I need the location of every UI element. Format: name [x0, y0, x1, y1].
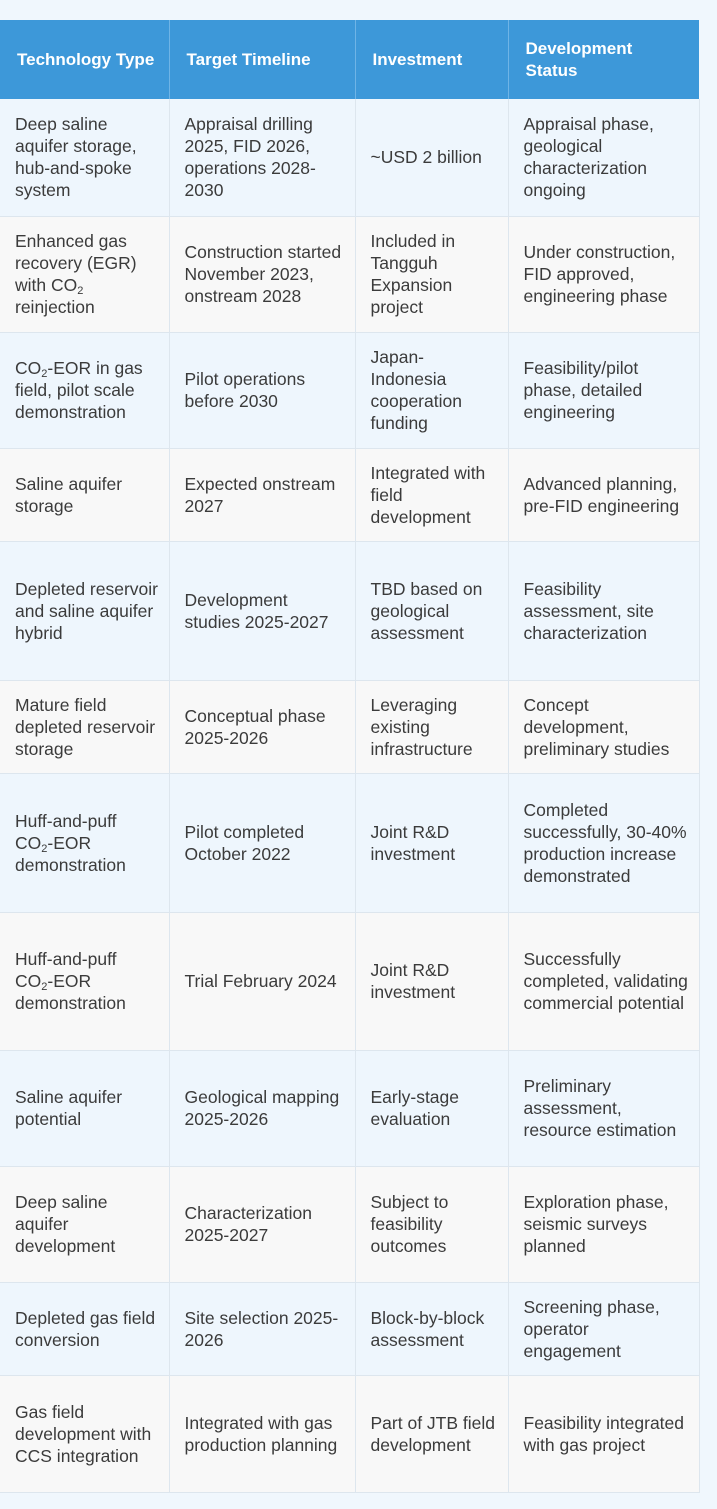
header-investment: Investment	[355, 20, 508, 99]
cell-technology-type: Gas field development with CCS integration	[0, 1375, 169, 1492]
cell-development-status: Preliminary assessment, resource estimation	[508, 1050, 699, 1166]
table-row	[0, 773, 699, 912]
header-target-timeline: Target Timeline	[169, 20, 355, 99]
cell-investment: Joint R&D investment	[355, 912, 508, 1050]
cell-target-timeline: Characterization 2025-2027	[169, 1166, 355, 1282]
cell-development-status: Under construction, FID approved, engineering phase	[508, 216, 699, 332]
cell-investment: Japan-Indonesia cooperation funding	[355, 332, 508, 448]
table-row	[0, 912, 699, 1050]
cell-investment: Subject to feasibility outcomes	[355, 1166, 508, 1282]
cell-technology-type: Mature field depleted reservoir storage	[0, 680, 169, 773]
cell-investment: Early-stage evaluation	[355, 1050, 508, 1166]
table-row	[0, 99, 699, 216]
table-row	[0, 1050, 699, 1166]
cell-development-status: Appraisal phase, geological characterization ongoing	[508, 99, 699, 216]
cell-investment: Leveraging existing infrastructure	[355, 680, 508, 773]
table-row	[0, 1375, 699, 1492]
ccs-projects-table	[0, 20, 700, 1493]
table-row	[0, 541, 699, 680]
cell-technology-type: Depleted reservoir and saline aquifer hybrid	[0, 541, 169, 680]
cell-development-status: Concept development, preliminary studies	[508, 680, 699, 773]
cell-development-status: Advanced planning, pre-FID engineering	[508, 448, 699, 541]
cell-target-timeline: Integrated with gas production planning	[169, 1375, 355, 1492]
table-row	[0, 1282, 699, 1375]
cell-investment: Block-by-block assessment	[355, 1282, 508, 1375]
cell-investment: ~USD 2 billion	[355, 99, 508, 216]
cell-target-timeline: Pilot completed October 2022	[169, 773, 355, 912]
header-development-status: Development Status	[508, 20, 699, 99]
cell-target-timeline: Pilot operations before 2030	[169, 332, 355, 448]
table-row	[0, 448, 699, 541]
cell-technology-type: Depleted gas field conversion	[0, 1282, 169, 1375]
cell-technology-type: Deep saline aquifer development	[0, 1166, 169, 1282]
cell-investment: Joint R&D investment	[355, 773, 508, 912]
cell-technology-type: Saline aquifer potential	[0, 1050, 169, 1166]
cell-target-timeline: Expected onstream 2027	[169, 448, 355, 541]
cell-technology-type: Enhanced gas recovery (EGR) with $CO_2$ reinjection	[0, 216, 169, 332]
cell-investment: TBD based on geological assessment	[355, 541, 508, 680]
table-row	[0, 1166, 699, 1282]
cell-target-timeline: Trial February 2024	[169, 912, 355, 1050]
cell-development-status: Feasibility integrated with gas project	[508, 1375, 699, 1492]
cell-development-status: Exploration phase, seismic surveys planned	[508, 1166, 699, 1282]
header-technology-type: Technology Type	[0, 20, 169, 99]
header-row	[0, 20, 699, 99]
cell-technology-type: Huff-and-puff $CO_2$-EOR demonstration	[0, 912, 169, 1050]
table-body	[0, 99, 699, 1492]
cell-technology-type: Saline aquifer storage	[0, 448, 169, 541]
cell-target-timeline: Geological mapping 2025-2026	[169, 1050, 355, 1166]
cell-technology-type: $CO_2$-EOR in gas field, pilot scale demonstration	[0, 332, 169, 448]
cell-investment: Included in Tangguh Expansion project	[355, 216, 508, 332]
table-row	[0, 216, 699, 332]
cell-development-status: Screening phase, operator engagement	[508, 1282, 699, 1375]
cell-target-timeline: Appraisal drilling 2025, FID 2026, operations 2028-2030	[169, 99, 355, 216]
cell-technology-type: Deep saline aquifer storage, hub-and-spoke system	[0, 99, 169, 216]
cell-technology-type: Huff-and-puff $CO_2$-EOR demonstration	[0, 773, 169, 912]
cell-target-timeline: Site selection 2025-2026	[169, 1282, 355, 1375]
cell-target-timeline: Conceptual phase 2025-2026	[169, 680, 355, 773]
cell-development-status: Feasibility/pilot phase, detailed engineering	[508, 332, 699, 448]
table-header	[0, 20, 699, 99]
cell-investment: Part of JTB field development	[355, 1375, 508, 1492]
cell-development-status: Successfully completed, validating commercial potential	[508, 912, 699, 1050]
cell-development-status: Completed successfully, 30-40% production increase demonstrated	[508, 773, 699, 912]
ccs-projects-table-container	[0, 20, 699, 1493]
table-row	[0, 332, 699, 448]
cell-development-status: Feasibility assessment, site characterization	[508, 541, 699, 680]
cell-investment: Integrated with field development	[355, 448, 508, 541]
cell-target-timeline: Construction started November 2023, onstream 2028	[169, 216, 355, 332]
table-row	[0, 680, 699, 773]
cell-target-timeline: Development studies 2025-2027	[169, 541, 355, 680]
